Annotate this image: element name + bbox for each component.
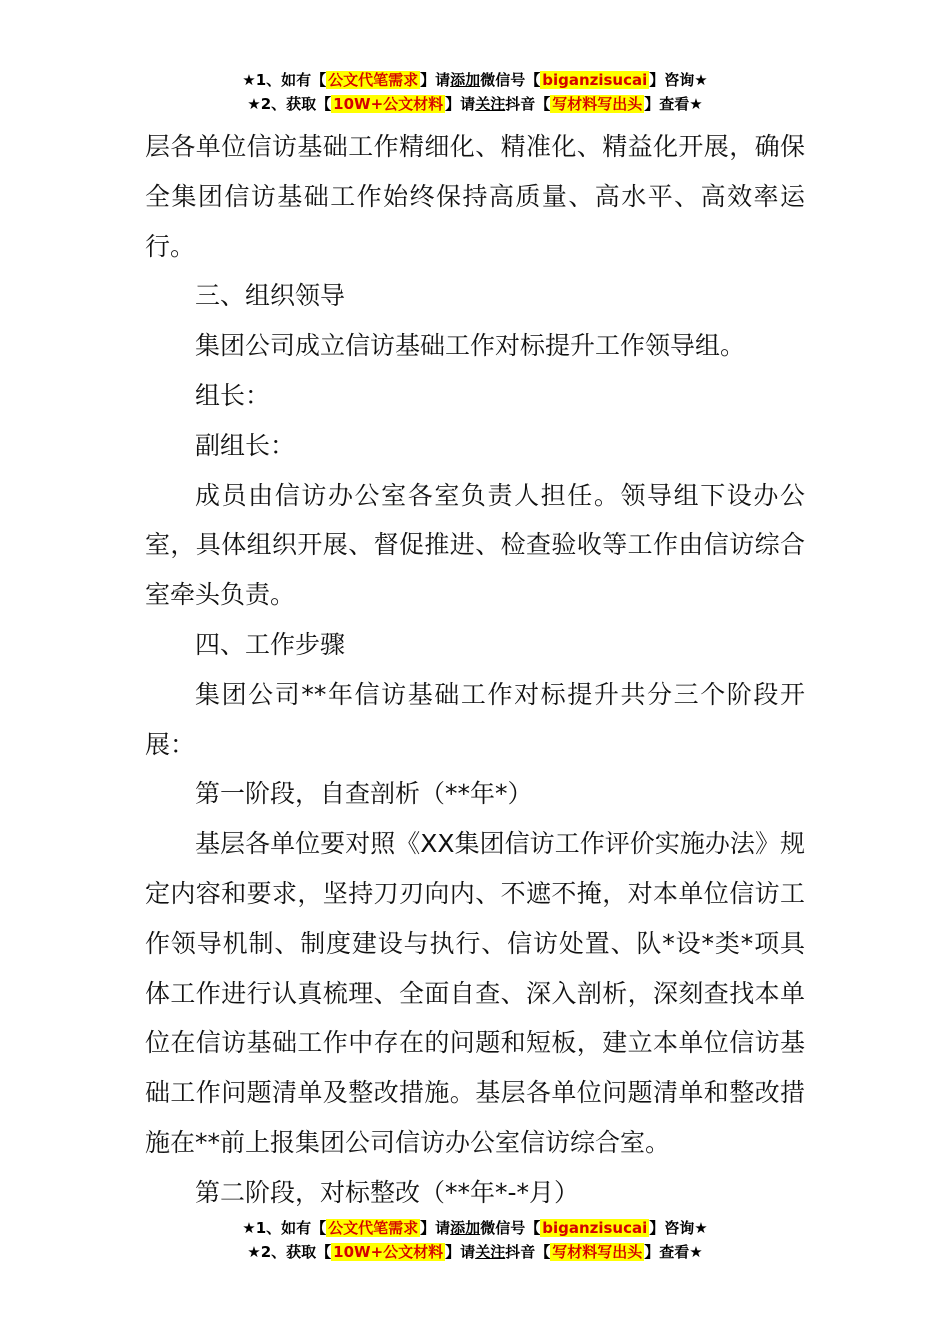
promo-highlight: 公文代笔需求: [328, 71, 419, 89]
promo-highlight: 写材料写出头: [552, 1243, 643, 1261]
paragraph: 成员由信访办公室各室负责人担任。领导组下设办公室，具体组织开展、督促推进、检查验收等工作由信访综合室牵头负责。: [145, 480, 805, 610]
stage-heading-1: 第一阶段，自查剖析（**年*）: [195, 779, 533, 809]
promo-text: 抖音【: [505, 95, 551, 113]
promo-line-2: [0, 1240, 950, 1264]
promo-emphasis: 添加: [450, 1219, 481, 1237]
star-icon: ★: [247, 95, 261, 113]
deputy-leader-label: 副组长：: [195, 430, 296, 460]
promo-text: 微信号【: [480, 1219, 541, 1237]
promo-line-1: [0, 68, 950, 92]
document-body: [145, 122, 805, 1218]
paragraph: 集团公司成立信访基础工作对标提升工作领导组。: [195, 331, 746, 361]
promo-line-2: [0, 92, 950, 116]
promo-emphasis: 关注: [475, 95, 506, 113]
paragraph: 基层各单位要对照《XX集团信访工作评价实施办法》规定内容和要求，坚持刀刃向内、不遮不掩，对本单位信访工作领导机制、制度建设与执行、信访处置、队*设*类*项具体工作进行认真梳理、全面自查、深入剖析，深刻查找本单位在信访基础工作中存在的问题和短板，建立本单位信访基础工作问题清单及整改措施。基层各单位问题清单和整改措施在**前上报集团公司信访办公室信访综合室。: [145, 829, 805, 1157]
promo-text: 】咨询: [649, 71, 695, 89]
promo-text: 2、获取【: [260, 1243, 332, 1261]
promo-highlight: biganzisucai: [542, 1219, 648, 1237]
promo-highlight: 10W+公文材料: [333, 1243, 444, 1261]
promo-highlight: 写材料写出头: [552, 95, 643, 113]
promo-banner-top: [0, 68, 950, 116]
promo-text: 】咨询: [649, 1219, 695, 1237]
star-icon: ★: [694, 1219, 708, 1237]
star-icon: ★: [689, 95, 703, 113]
promo-text: 】请: [445, 95, 476, 113]
promo-text: 】请: [420, 71, 451, 89]
promo-text: 抖音【: [505, 1243, 551, 1261]
section-heading-steps: 四、工作步骤: [195, 629, 346, 659]
paragraph: 集团公司**年信访基础工作对标提升共分三个阶段开展：: [145, 679, 805, 759]
promo-highlight: 10W+公文材料: [333, 95, 444, 113]
promo-text: 1、如有【: [255, 71, 327, 89]
promo-text: 微信号【: [480, 71, 541, 89]
promo-text: 2、获取【: [260, 95, 332, 113]
promo-emphasis: 关注: [475, 1243, 506, 1261]
star-icon: ★: [247, 1243, 261, 1261]
leader-label: 组长：: [195, 380, 271, 410]
section-heading-organization: 三、组织领导: [195, 281, 346, 311]
promo-banner-bottom: [0, 1216, 950, 1264]
promo-text: 】请: [445, 1243, 476, 1261]
star-icon: ★: [242, 71, 256, 89]
promo-text: 】查看: [644, 1243, 690, 1261]
promo-line-1: [0, 1216, 950, 1240]
promo-highlight: 公文代笔需求: [328, 1219, 419, 1237]
promo-text: 】查看: [644, 95, 690, 113]
star-icon: ★: [242, 1219, 256, 1237]
promo-highlight: biganzisucai: [542, 71, 648, 89]
promo-text: 1、如有【: [255, 1219, 327, 1237]
promo-text: 】请: [420, 1219, 451, 1237]
star-icon: ★: [694, 71, 708, 89]
stage-heading-2: 第二阶段，对标整改（**年*-*月）: [195, 1177, 580, 1207]
promo-emphasis: 添加: [450, 71, 481, 89]
paragraph-continuation: 层各单位信访基础工作精细化、精准化、精益化开展，确保全集团信访基础工作始终保持高质量、高水平、高效率运行。: [145, 132, 805, 261]
star-icon: ★: [689, 1243, 703, 1261]
